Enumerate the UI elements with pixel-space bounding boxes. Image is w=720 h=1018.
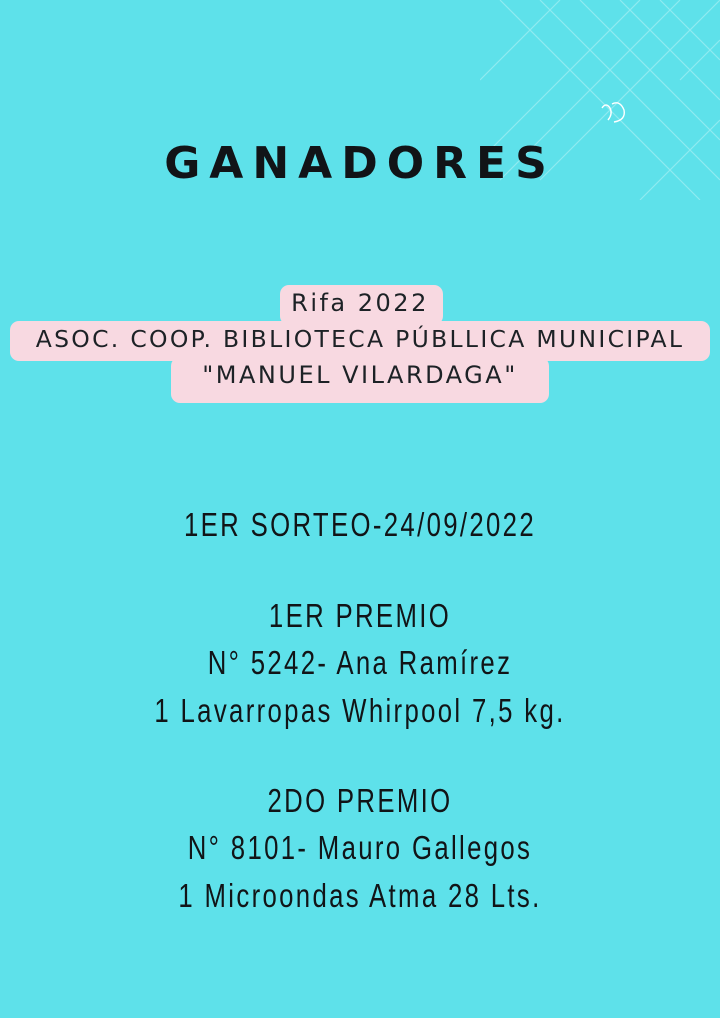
prize-ticket: N° 8101- Mauro Gallegos <box>187 829 533 866</box>
prize-item: 1 Microondas Atma 28 Lts. <box>178 877 542 914</box>
organization-name: ASOC. COOP. BIBLIOTECA PÚBLLICA MUNICIPAL <box>35 325 685 353</box>
prize-label: 2DO PREMIO <box>267 782 453 819</box>
prize-label: 1ER PREMIO <box>268 597 452 634</box>
draw-heading: 1ER SORTEO-24/09/2022 <box>184 506 536 543</box>
prize-ticket: N° 5242- Ana Ramírez <box>207 644 513 681</box>
library-name: "MANUEL VILARDAGA" <box>202 361 518 389</box>
raffle-year: Rifa 2022 <box>291 289 429 317</box>
page-title: GANADORES <box>164 138 556 189</box>
prize-item: 1 Lavarropas Whirpool 7,5 kg. <box>154 692 566 729</box>
